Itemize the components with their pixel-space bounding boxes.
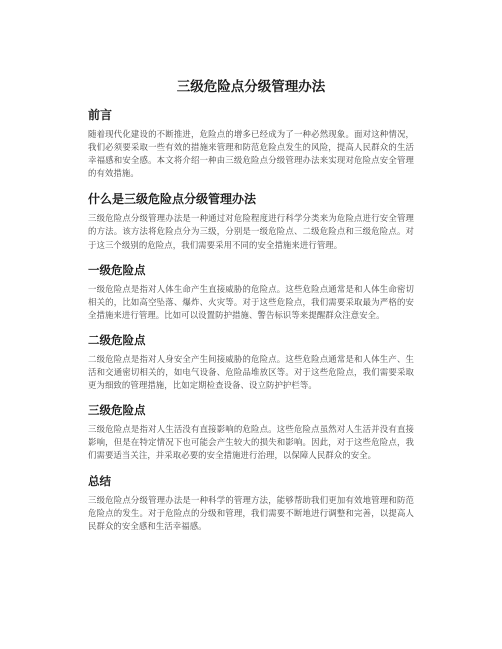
document-page [88,78,414,543]
section-heading: 一级危险点 [88,262,146,277]
section-paragraph: 一级危险点是指对人体生命产生直接威胁的危险点。这些危险点通常是和人体生命密切相关的，比如高空坠落、爆炸、火灾等。对于这些危险点，我们需要采取最为严格的安全措施来进行管理。比如可以设置防护措施、警告标识等来提醒群众注意安全。 [88,283,414,320]
section-paragraph: 三级危险点是指对人生活没有直接影响的危险点。这些危险点虽然对人生活并没有直接影响，但是在特定情况下也可能会产生较大的损失和影响。因此，对于这些危险点，我们需要适当关注，并采取必要的安全措施进行治理，以保障人民群众的安全。 [88,424,414,461]
section-heading: 前言 [88,108,113,122]
section-heading: 总结 [88,473,111,488]
document-title: 三级危险点分级管理办法 [176,79,326,95]
section-summary [88,473,414,533]
section-level-1 [88,262,414,322]
section-what-is [88,190,414,251]
section-heading: 二级危险点 [88,332,146,347]
section-paragraph: 二级危险点是指对人身安全产生间接威胁的危险点。这些危险点通常是和人体生产、生活和交通密切相关的，如电气设备、危险品堆放区等。对于这些危险点，我们需要采取更为细致的管理措施，比如定期检查设备、设立防护护栏等。 [88,353,414,391]
section-paragraph: 三级危险点分级管理办法是一种科学的管理方法，能够帮助我们更加有效地管理和防范危险点的发生。对于危险点的分级和管理，我们需要不断地进行调整和完善，以提高人民群众的安全感和生活幸福感。 [88,494,414,531]
section-paragraph: 三级危险点分级管理办法是一种通过对危险程度进行科学分类来为危险点进行安全管理的方法。该方法将危险点分为三级，分别是一级危险点、二级危险点和三级危险点。对于这三个级别的危险点，我们需要采用不同的安全措施来进行管理。 [88,213,414,250]
section-level-2 [88,332,414,392]
section-heading: 三级危险点 [88,403,146,418]
section-preface [88,106,414,180]
section-paragraph: 随着现代化建设的不断推进，危险点的增多已经成为了一种必然现象。面对这种情况，我们必须要采取一些有效的措施来管理和防范危险点发生的风险，提高人民群众的生活幸福感和安全感。本文将介绍一种由三级危险点分级管理办法来实现对危险点安全管理的有效措施。 [88,129,414,179]
section-heading: 什么是三级危险点分级管理办法 [88,192,257,207]
section-level-3 [88,402,414,462]
